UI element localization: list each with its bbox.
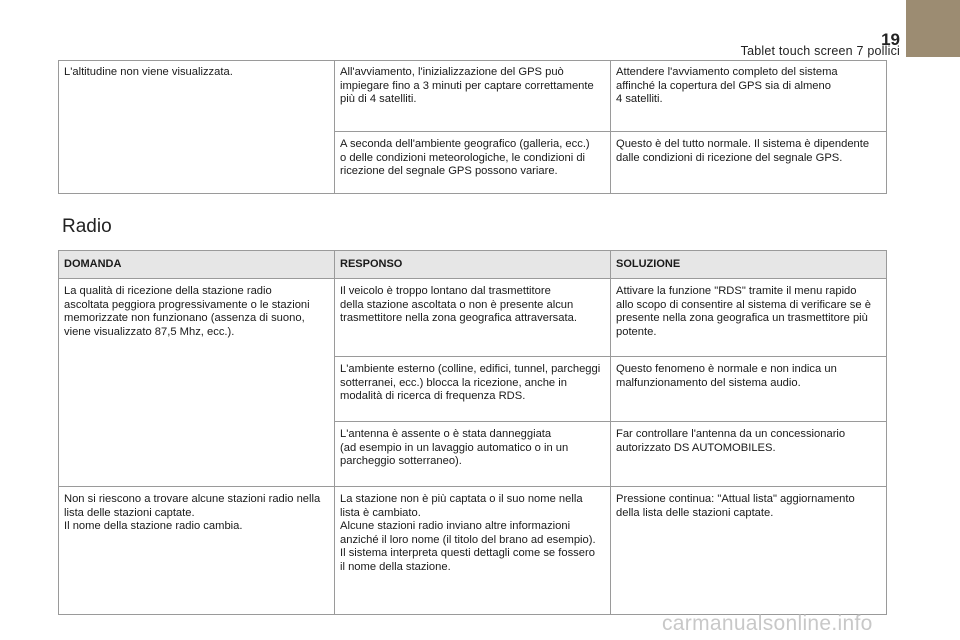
solution-cell: Attendere l'avviamento completo del sistema affinché la copertura del GPS sia di almeno 4 satelliti. [611,60,887,132]
table-header-row [59,251,887,279]
solution-cell: Questo fenomeno è normale e non indica un malfunzionamento del sistema audio. [611,357,887,422]
answer-cell: All'avviamento, l'inizializzazione del GPS può impiegare fino a 3 minuti per captare correttamente più di 4 satelliti. [335,60,611,132]
solution-cell: Attivare la funzione "RDS" tramite il menu rapido allo scopo di consentire al sistema di verificare se è presente nella zona geografica un trasmettitore più potente. [611,279,887,357]
answer-cell: L'ambiente esterno (colline, edifici, tunnel, parcheggi sotterranei, ecc.) blocca la ricezione, anche in modalità di ricerca di frequenza RDS. [335,357,611,422]
answer-cell: A seconda dell'ambiente geografico (galleria, ecc.) o delle condizioni meteorologiche, le condizioni di ricezione del segnale GPS possono variare. [335,132,611,194]
column-header-solution: SOLUZIONE [611,251,887,279]
table-row [59,60,887,132]
question-cell: La qualità di ricezione della stazione radio ascoltata peggiora progressivamente o le stazioni memorizzate non funzionano (assenza di suono, viene visualizzato 87,5 Mhz, ecc.). [59,279,335,487]
question-cell: Non si riescono a trovare alcune stazioni radio nella lista delle stazioni captate. Il nome della stazione radio cambia. [59,487,335,615]
chapter-tab-marker [906,0,960,57]
solution-cell: Pressione continua: "Attual lista" aggiornamento della lista delle stazioni captate. [611,487,887,615]
radio-faq-table [58,250,887,615]
solution-cell: Questo è del tutto normale. Il sistema è dipendente dalle condizioni di ricezione del segnale GPS. [611,132,887,194]
section-header: Tablet touch screen 7 pollici [740,44,900,58]
answer-cell: La stazione non è più captata o il suo nome nella lista è cambiato. Alcune stazioni radio inviano altre informazioni anziché il loro nome (il titolo del brano ad esempio). Il sistema interpreta questi dettagli come se fossero il nome della stazione. [335,487,611,615]
answer-cell: L'antenna è assente o è stata danneggiata (ad esempio in un lavaggio automatico o in un parcheggio sotterraneo). [335,422,611,487]
table-row [59,487,887,615]
page-number: 19 [881,30,900,49]
answer-cell: Il veicolo è troppo lontano dal trasmettitore della stazione ascoltata o non è presente alcun trasmettitore nella zona geografica attraversata. [335,279,611,357]
radio-section-title: Radio [62,216,112,237]
column-header-question: DOMANDA [59,251,335,279]
question-cell: L'altitudine non viene visualizzata. [59,60,335,194]
gps-faq-table [58,60,887,194]
solution-cell: Far controllare l'antenna da un concessionario autorizzato DS AUTOMOBILES. [611,422,887,487]
table-row [59,279,887,357]
watermark: carmanualsonline.info [662,612,873,635]
column-header-answer: RESPONSO [335,251,611,279]
